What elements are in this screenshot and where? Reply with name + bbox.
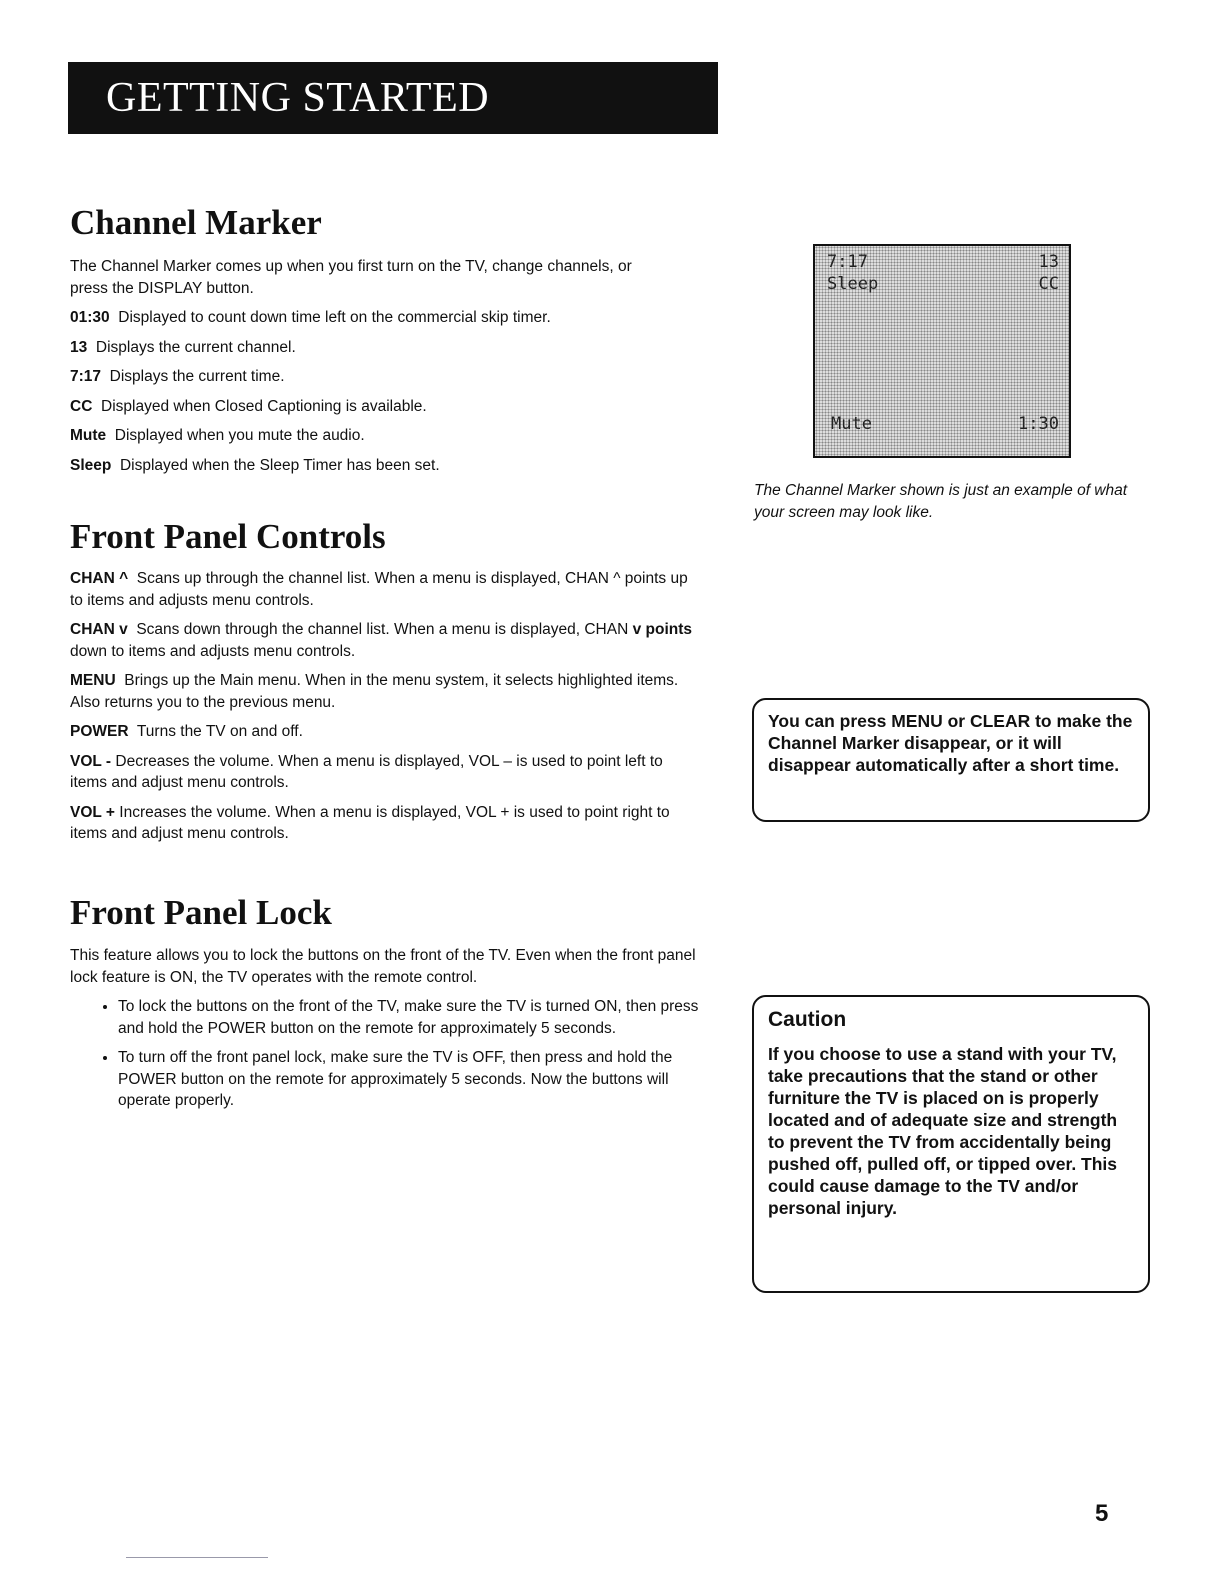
marker-item: 13 Displays the current channel.: [70, 338, 296, 356]
marker-item: 7:17 Displays the current time.: [70, 368, 285, 385]
marker-item: 01:30 Displayed to count down time left on the commercial skip timer.: [70, 309, 551, 326]
front-panel-lock-section: [70, 945, 700, 1120]
page-number: 5: [1095, 1500, 1109, 1527]
tv-cc: CC: [1038, 274, 1059, 294]
channel-marker-intro: The Channel Marker comes up when you first turn on the TV, change channels, or press the DISPLAY button.: [70, 258, 632, 297]
control-item: CHAN ^ Scans up through the channel list. When a menu is displayed, CHAN ^ points up to items and adjusts menu controls.: [70, 570, 688, 609]
tv-screen-illustration: [813, 244, 1071, 458]
footer-rule: [126, 1557, 268, 1558]
lock-bullet: • To turn off the front panel lock, make sure the TV is OFF, then press and hold the POWER button on the remote for approximately 5 seconds. Now the buttons will operate properly.: [118, 1047, 700, 1112]
tv-mute: Mute: [831, 414, 872, 434]
tv-time: 7:17: [827, 252, 868, 272]
front-panel-lock-heading: Front Panel Lock: [70, 893, 332, 932]
caution-text: If you choose to use a stand with your TV, take precautions that the stand or other furniture the TV is placed on is properly located and of adequate size and strength to prevent the TV from accidentally being pushed off, pulled off, or tipped over. This could cause damage to the TV and/or personal injury.: [768, 1044, 1118, 1218]
marker-item: Sleep Displayed when the Sleep Timer has been set.: [70, 456, 440, 474]
control-item: POWER Turns the TV on and off.: [70, 723, 303, 740]
tip-box: [752, 698, 1150, 822]
banner-title: GETTING STARTED: [106, 75, 490, 121]
control-item: VOL - Decreases the volume. When a menu is displayed, VOL – is used to point left to items and adjust menu controls.: [70, 752, 663, 791]
tip-text: You can press MENU or CLEAR to make the Channel Marker disappear, or it will disappear automatically after a short time.: [768, 711, 1133, 775]
marker-item: Mute Displayed when you mute the audio.: [70, 427, 365, 444]
caution-box: [752, 995, 1150, 1293]
tv-channel: 13: [1038, 252, 1059, 272]
screen-caption: The Channel Marker shown is just an example of what your screen may look like.: [754, 482, 1128, 521]
channel-marker-heading: Channel Marker: [70, 203, 322, 242]
lock-bullet: • To lock the buttons on the front of the TV, make sure the TV is turned ON, then press and hold the POWER button on the remote for approximately 5 seconds.: [118, 996, 700, 1039]
lock-intro: This feature allows you to lock the buttons on the front of the TV. Even when the front panel lock feature is ON, the TV operates with the remote control.: [70, 947, 696, 986]
control-item: VOL + Increases the volume. When a menu is displayed, VOL + is used to point right to items and adjust menu controls.: [70, 803, 670, 842]
front-panel-controls-section: [70, 568, 695, 853]
front-panel-controls-heading: Front Panel Controls: [70, 517, 386, 556]
tv-sleep: Sleep: [827, 274, 879, 294]
marker-item: CC Displayed when Closed Captioning is available.: [70, 397, 427, 415]
control-item: MENU Brings up the Main menu. When in the menu system, it selects highlighted items. Also returns you to the previous menu.: [70, 672, 679, 711]
channel-marker-section: [70, 256, 670, 484]
caution-title: Caution: [768, 1008, 847, 1031]
tv-timer: 1:30: [1018, 414, 1059, 434]
control-item: CHAN v Scans down through the channel list. When a menu is displayed, CHAN v points down to items and adjusts menu controls.: [70, 621, 693, 660]
section-banner: [68, 62, 718, 134]
